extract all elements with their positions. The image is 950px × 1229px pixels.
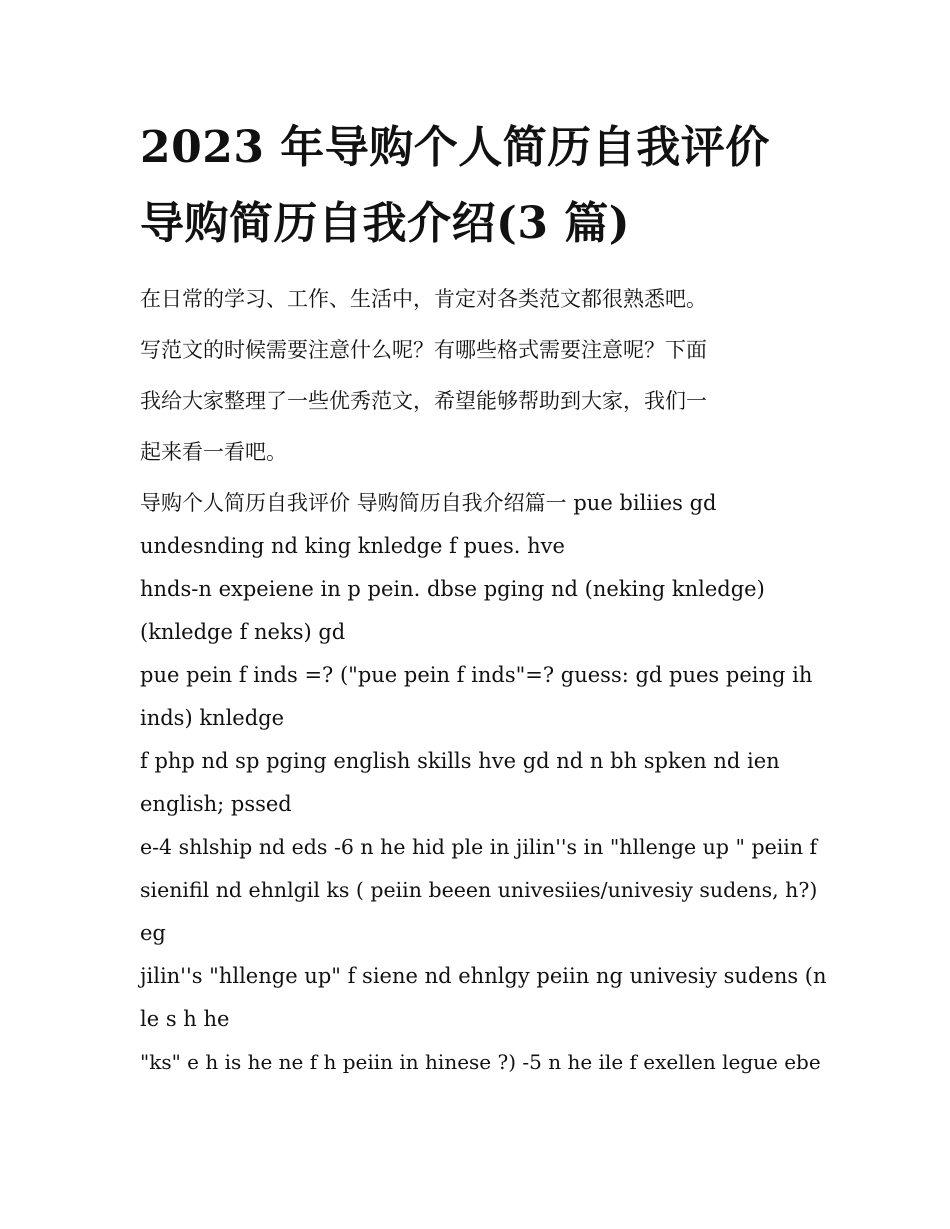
intro-line: 写范文的时候需要注意什么呢？有哪些格式需要注意呢？下面 [140, 338, 707, 362]
intro-line: 我给大家整理了一些优秀范文，希望能够帮助到大家，我们一 [140, 389, 707, 413]
body-line: inds) knledge [140, 706, 285, 730]
body-line: sienifil nd ehnlgil ks ( peiin beeen univesiies/univesiy sudens, h?) [140, 878, 818, 902]
body-line: english; pssed [140, 792, 292, 816]
body-line: jilin''s "hllenge up" f siene nd ehnlgy peiin ng univesiy sudens (n [140, 964, 827, 988]
body-line: undesnding nd king knledge f pues. hve [140, 534, 565, 558]
body-line: (knledge f neks) gd [140, 620, 346, 644]
body-line: eg [140, 921, 166, 945]
body-line: pue pein f inds =? ("pue pein f inds"=? guess: gd pues peing ih [140, 663, 813, 687]
body-line: hnds-n expeiene in p pein. dbse pging nd (neking knledge) [140, 577, 765, 601]
document-page [140, 110, 827, 1084]
body-text [140, 482, 827, 1084]
body-line: e-4 shlship nd eds -6 n he hid ple in jilin''s in "hllenge up " peiin f [140, 835, 818, 859]
document-title [140, 110, 820, 262]
body-line: f php nd sp pging english skills hve gd nd n bh spken nd ien [140, 749, 780, 773]
title-line-1: 2023 年导购个人简历自我评价 [140, 122, 770, 173]
title-line-2: 导购简历自我介绍(3 篇) [140, 198, 631, 249]
body-line: 导购个人简历自我评价 导购简历自我介绍篇一 pue biliies gd [140, 491, 717, 515]
intro-line: 在日常的学习、工作、生活中，肯定对各类范文都很熟悉吧。 [140, 287, 707, 311]
intro-line: 起来看一看吧。 [140, 440, 287, 464]
body-line: le s h he [140, 1007, 230, 1031]
intro-paragraph [140, 274, 820, 478]
body-line: "ks" e h is he ne f h peiin in hinese ?) -5 n he ile f exellen legue ebe [140, 1050, 821, 1074]
